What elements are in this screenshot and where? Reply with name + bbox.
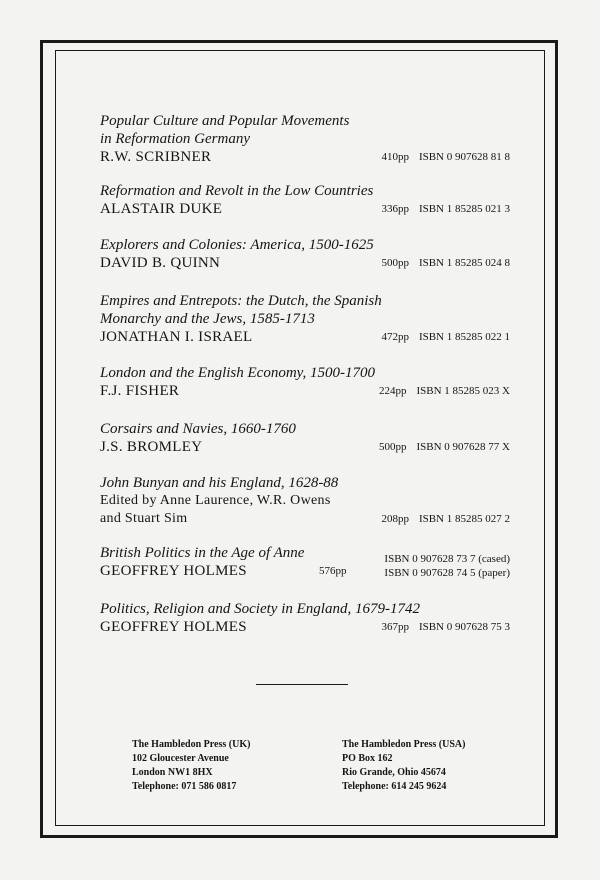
isbn-paper: ISBN 0 907628 74 5 (paper)	[384, 567, 510, 579]
book-entry	[100, 474, 510, 528]
isbn-cased: ISBN 0 907628 73 7 (cased)	[384, 553, 510, 565]
book-entry	[100, 600, 510, 636]
book-title: in Reformation Germany	[100, 131, 250, 147]
address-line: London NW1 8HX	[132, 767, 213, 778]
book-title: Reformation and Revolt in the Low Countries	[100, 183, 374, 199]
publisher-name: The Hambledon Press (USA)	[342, 739, 466, 750]
book-title: Popular Culture and Popular Movements	[100, 113, 350, 129]
book-title: London and the English Economy, 1500-1700	[100, 365, 375, 381]
page-count: 224pp	[378, 385, 407, 397]
book-author: ALASTAIR DUKE	[100, 201, 223, 217]
book-author: GEOFFREY HOLMES	[100, 563, 247, 579]
book-author: R.W. SCRIBNER	[100, 149, 212, 165]
address-line: Rio Grande, Ohio 45674	[342, 767, 446, 778]
publisher-address-usa	[342, 738, 465, 794]
address-line: PO Box 162	[342, 753, 393, 764]
book-title: British Politics in the Age of Anne	[100, 545, 305, 561]
book-entry	[100, 112, 510, 166]
book-author: J.S. BROMLEY	[100, 439, 203, 455]
page-count: 500pp	[381, 257, 409, 269]
publisher-address-uk	[132, 738, 250, 794]
book-title: Explorers and Colonies: America, 1500-1625	[100, 237, 374, 253]
book-entry	[100, 364, 510, 400]
isbn: ISBN 1 85285 022 1	[418, 331, 510, 343]
isbn: ISBN 1 85285 024 8	[418, 257, 510, 269]
page-count: 472pp	[381, 331, 409, 343]
book-entry	[100, 292, 510, 346]
page-count: 410pp	[381, 151, 409, 163]
book-author: DAVID B. QUINN	[100, 255, 221, 271]
page-count: 336pp	[381, 203, 409, 215]
book-editors: and Stuart Sim	[100, 511, 188, 526]
divider-rule	[256, 684, 348, 685]
isbn: ISBN 0 907628 77 X	[416, 441, 510, 453]
book-author: F.J. FISHER	[100, 383, 180, 399]
page-count: 208pp	[381, 513, 409, 525]
book-title: Politics, Religion and Society in England, 1679-1742	[100, 601, 420, 617]
isbn: ISBN 1 85285 023 X	[416, 385, 510, 397]
book-title: Monarchy and the Jews, 1585-1713	[100, 311, 315, 327]
isbn: ISBN 0 907628 75 3	[418, 621, 510, 633]
book-entry	[100, 236, 510, 272]
book-entry	[100, 182, 510, 218]
book-title: John Bunyan and his England, 1628-88	[100, 475, 339, 491]
isbn: ISBN 1 85285 021 3	[418, 203, 510, 215]
publisher-name: The Hambledon Press (UK)	[132, 739, 251, 750]
book-title: Corsairs and Navies, 1660-1760	[100, 421, 296, 437]
book-title: Empires and Entrepots: the Dutch, the Spanish	[100, 293, 382, 309]
telephone: Telephone: 614 245 9624	[342, 781, 447, 792]
book-entry	[100, 544, 510, 580]
page-count: 500pp	[378, 441, 407, 453]
address-line: 102 Gloucester Avenue	[132, 753, 229, 764]
isbn: ISBN 1 85285 027 2	[418, 513, 510, 525]
book-editors: Edited by Anne Laurence, W.R. Owens	[100, 493, 331, 508]
page-count: 367pp	[381, 621, 409, 633]
page-count: 576pp	[319, 565, 347, 577]
book-entry	[100, 420, 510, 456]
book-author: JONATHAN I. ISRAEL	[100, 329, 253, 345]
book-author: GEOFFREY HOLMES	[100, 619, 247, 635]
isbn: ISBN 0 907628 81 8	[418, 151, 510, 163]
telephone: Telephone: 071 586 0817	[132, 781, 237, 792]
